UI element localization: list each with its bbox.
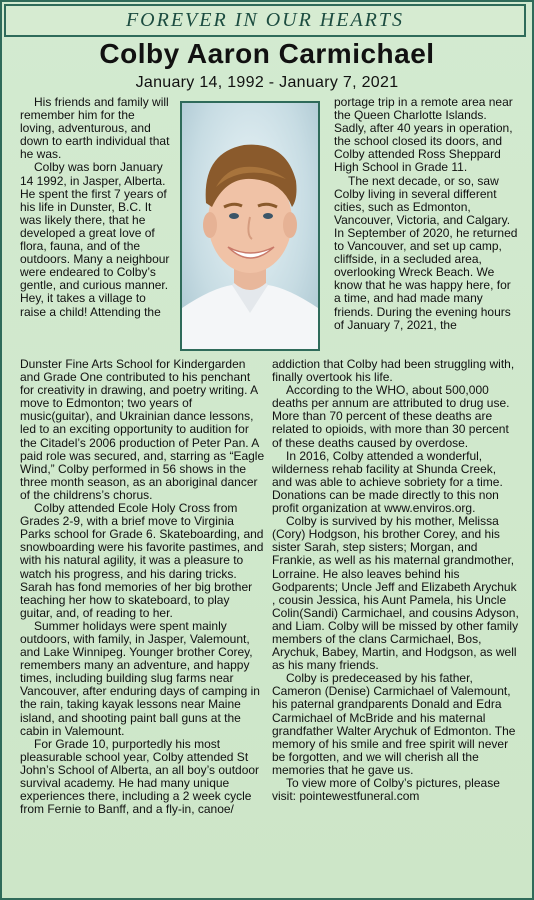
paragraph: To view more of Colby’s pictures, please visit: pointewestfuneral.com bbox=[272, 776, 500, 804]
paragraph: For Grade 10, purportedly his most pleasurable school year, Colby attended St John’s School of Alberta, an all boy’s outdoor survival academy. He had many unique experiences there, including a 2 week cycle from Fernie to Banff, and a fly-in, canoe/ bbox=[20, 736, 260, 817]
deceased-name: Colby Aaron Carmichael bbox=[99, 38, 435, 69]
paragraph: Colby was born January 14 1992, in Jasper, Alberta. He spent the first 7 years of his life in Dunster, B.C. It was likely there, that he developed a great love of flora, fauna, and of the outdoors. Many a neighbour were endeared to Colby’s gentle, and curious manner. Hey, it takes a village to raise a child! Attending the bbox=[20, 160, 170, 319]
paragraph-continued: addiction that Colby had been struggling with, finally overtook his life. bbox=[272, 357, 515, 385]
paragraph: The next decade, or so, saw Colby living in several different cities, such as Edmonton, Vancouver, Victoria, and Calgary. In September of 2020, he returned to Vancouver, and set up camp, cliffside, in a secluded area, overlooking Wreck Beach. We know that he was happy here, for a time, and had made many friends. During the evening hours of January 7, 2021, the bbox=[334, 173, 518, 332]
banner bbox=[4, 4, 526, 37]
paragraph: Colby attended Ecole Holy Cross from Grades 2-9, with a brief move to Virginia Parks school for Grade 6. Skateboarding, and snowboarding were his favorite pastimes, and with his natural agility, it was a pleasure to watch his progress, and his daring tricks. Sarah has fond memories of her big brother teaching her how to skateboard, to play guitar, and, of reading to her. bbox=[20, 501, 264, 620]
paragraph: His friends and family will remember him for the loving, adventurous, and down to earth individual that he was. bbox=[20, 95, 170, 162]
paragraph-continued: portage trip in a remote area near the Queen Charlotte Islands. Sadly, after 40 years in operation, the school closed its doors, and Colby attended Ross Sheppard High School in Grade 11. bbox=[334, 95, 513, 175]
portrait-photo-icon bbox=[182, 103, 318, 349]
column-left-bottom bbox=[20, 358, 265, 816]
column-left-top bbox=[20, 96, 170, 319]
column-right-bottom bbox=[272, 358, 519, 803]
paragraph: Colby is predeceased by his father, Cameron (Denise) Carmichael of Valemount, his paternal grandparents Donald and Edra Carmichael of McBride and his maternal grandfather Walter Arychuk of Edmonton. The memory of his smile and free spirit will never be forgotten, and we will cherish all the memories that he gave us. bbox=[272, 671, 516, 777]
paragraph-continued: Dunster Fine Arts School for Kindergarden and Grade One contributed to his penchant for creativity in drawing, and poetry writing. A move to Edmonton; two years of music(guitar), and Ukrainian dance lessons, led to an exciting opportunity to audition for the Citadel’s 2006 production of Peter Pan. A paid role was secured, and, starring as “Eagle Wind,” Colby performed in 56 shows in the three month season, as an aboriginal dancer of the childrens’s chorus. bbox=[20, 357, 265, 502]
paragraph: According to the WHO, about 500,000 deaths per annum are attributed to drug use. More than 70 percent of these deaths are related to opioids, with more than 30 percent of these deaths caused by overdose. bbox=[272, 383, 510, 450]
paragraph: Summer holidays were spent mainly outdoors, with family, in Jasper, Valemount, and Lake Winnipeg. Younger brother Corey, remembers many an adventure, and happy times, including building slug farms near Vancouver, after enduring days of camping in the rain, taking kayak lessons near Maine island, and shooting paint ball guns at the cabin in Valemount. bbox=[20, 618, 260, 738]
paragraph: In 2016, Colby attended a wonderful, wilderness rehab facility at Shunda Creek, and was able to achieve sobriety for a time. Donations can be made directly to this non profit organization at www.enviros.org. bbox=[272, 448, 503, 516]
banner-title: FOREVER IN OUR HEARTS bbox=[125, 9, 405, 31]
portrait-photo bbox=[180, 101, 320, 351]
column-right-top bbox=[334, 96, 519, 332]
life-dates: January 14, 1992 - January 7, 2021 bbox=[135, 74, 399, 91]
paragraph: Colby is survived by his mother, Melissa (Cory) Hodgson, his brother Corey, and his sister Sarah, step sisters; Morgan, and Frankie, as well as his maternal grandmother, Lorraine. He also leaves behind his Godparents; Uncle Jeff and Elizabeth Arychuk , cousin Jessica, his Aunt Pamela, his Uncle Colin(Sandi) Carmichael, and cousins Adyson, and Liam. Colby will be missed by other family members of the clans Carmichael, Bos, Arychuk, Babey, Martin, and Hodgson, as well as his many friends. bbox=[272, 514, 519, 673]
